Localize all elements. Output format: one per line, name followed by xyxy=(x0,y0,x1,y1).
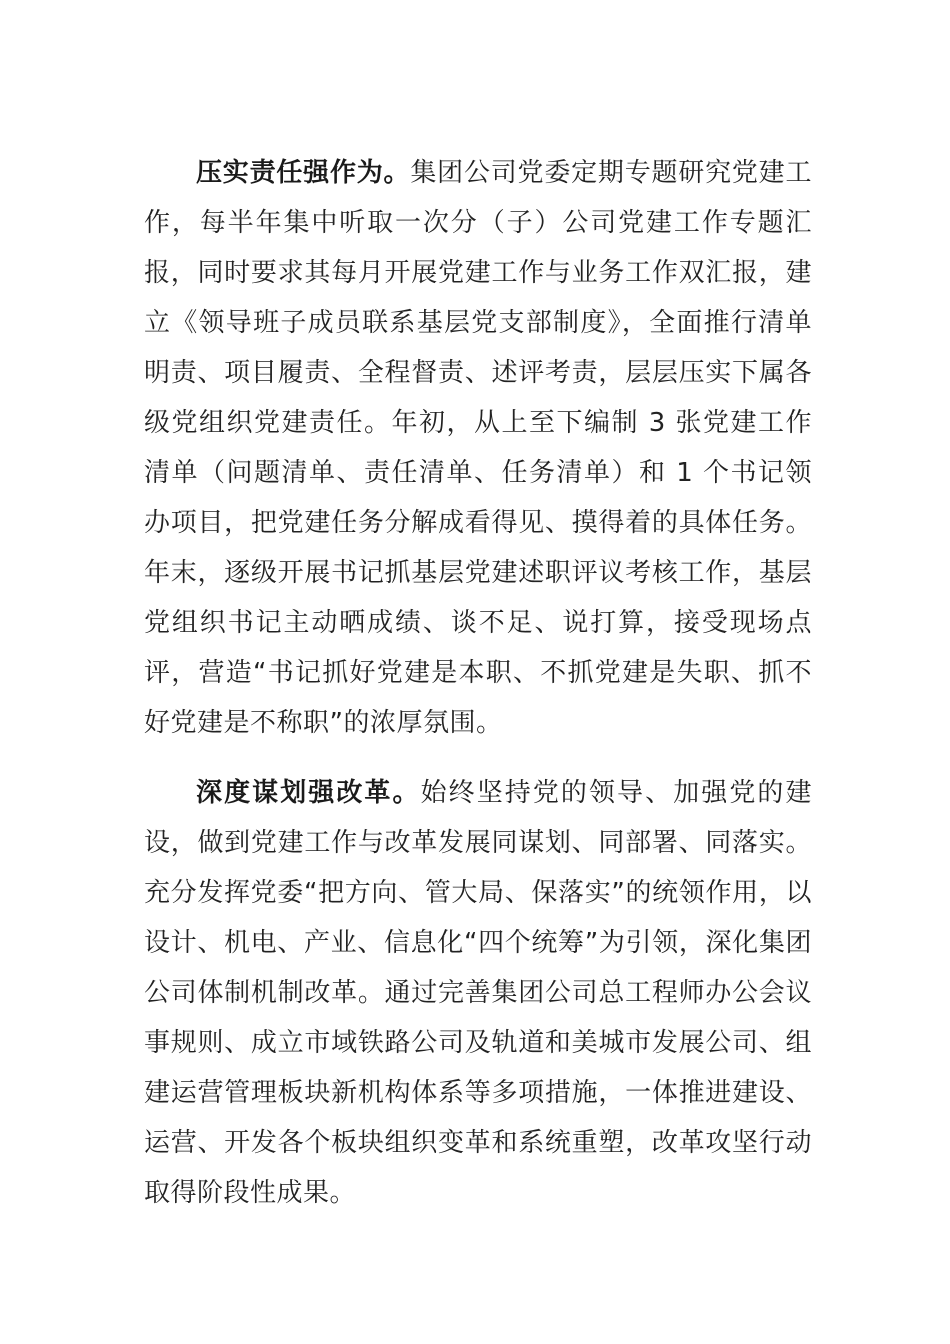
paragraph-reform xyxy=(144,768,812,1218)
paragraph-heading: 压实责任强作为。 xyxy=(196,158,411,188)
paragraph-responsibility xyxy=(144,148,812,748)
paragraph-text: 始终坚持党的领导、加强党的建设，做到党建工作与改革发展同谋划、同部署、同落实。充分发挥党委“把方向、管大局、保落实”的统领作用，以设计、机电、产业、信息化“四个统筹”为引领，深化集团公司体制机制改革。通过完善集团公司总工程师办公会议事规则、成立市域铁路公司及轨道和美城市发展公司、组建运营管理板块新机构体系等多项措施，一体推进建设、运营、开发各个板块组织变革和系统重塑，改革攻坚行动取得阶段性成果。 xyxy=(144,778,812,1208)
document-body xyxy=(144,148,812,1218)
paragraph-heading: 深度谋划强改革。 xyxy=(196,778,421,808)
paragraph-text: 集团公司党委定期专题研究党建工作，每半年集中听取一次分（子）公司党建工作专题汇报，同时要求其每月开展党建工作与业务工作双汇报，建立《领导班子成员联系基层党支部制度》，全面推行清单明责、项目履责、全程督责、述评考责，层层压实下属各级党组织党建责任。年初，从上至下编制 3 张党建工作清单（问题清单、责任清单、任务清单）和 1 个书记领办项目，把党建任务分解成看得见、摸得着的具体任务。年末，逐级开展书记抓基层党建述职评议考核工作，基层党组织书记主动晒成绩、谈不足、说打算，接受现场点评，营造“书记抓好党建是本职、不抓党建是失职、抓不好党建是不称职”的浓厚氛围。 xyxy=(144,158,812,738)
